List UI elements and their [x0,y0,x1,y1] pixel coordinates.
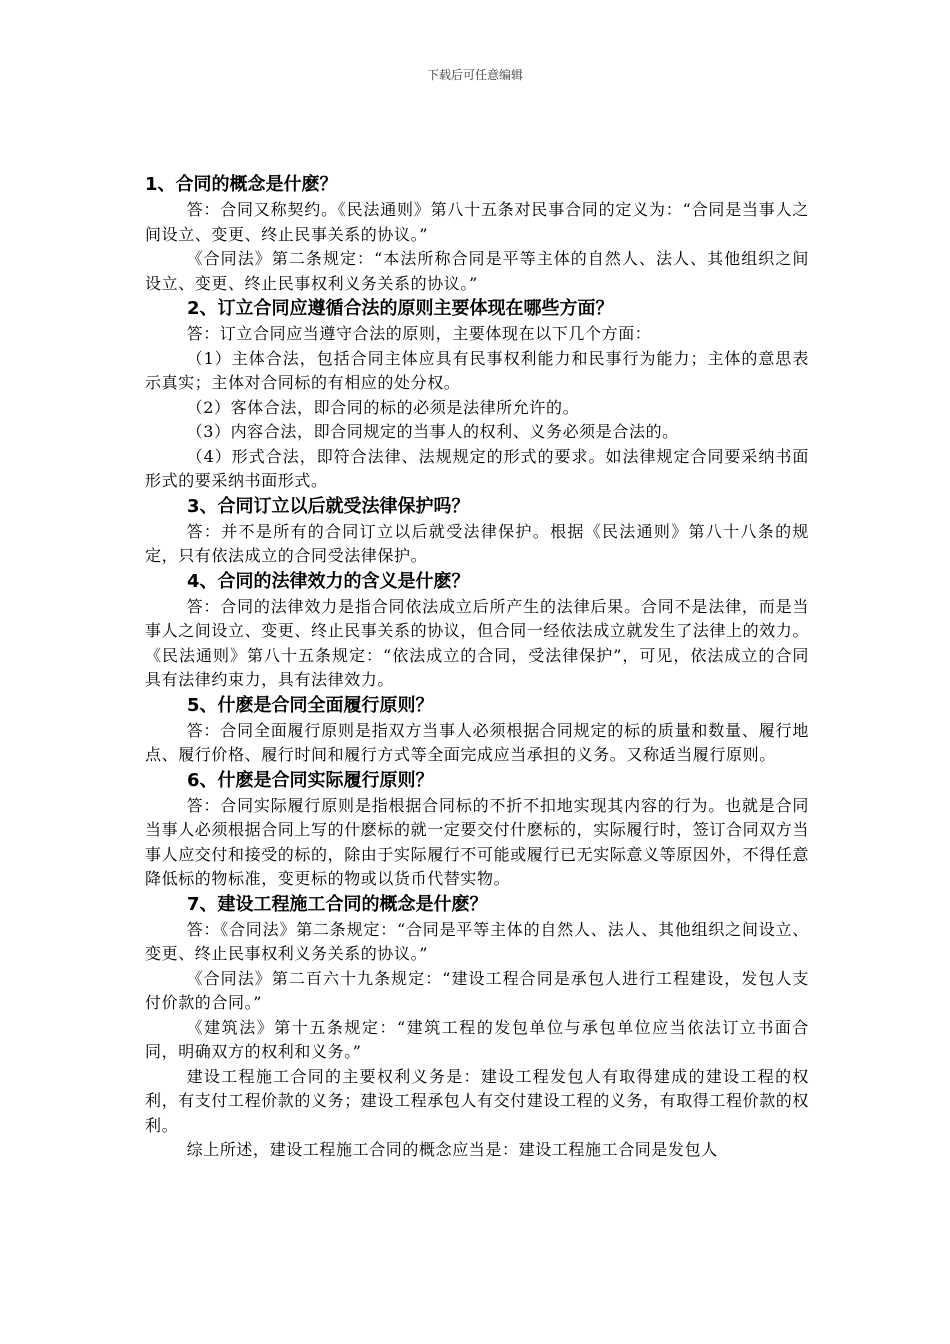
answer-paragraph: 答：合同又称契约。《民法通则》第八十五条对民事合同的定义为：“合同是当事人之间设立、变更、终止民事关系的协议。” [145,200,809,244]
question-3-title: 3、合同订立以后就受法律保护吗？ [187,495,470,517]
answer-paragraph: 答：并不是所有的合同订立以后就受法律保护。根据《民法通则》第八十八条的规定，只有依法成立的合同受法律保护。 [145,521,809,565]
answer-paragraph: 答：合同实际履行原则是指根据合同标的不折不扣地实现其内容的行为。也就是合同当事人必须根据合同上写的什麽标的就一定要交付什麽标的，实际履行时，签订合同双方当事人应交付和接受的标的，除由于实际履行不可能或履行已无实际意义等原因外，不得任意降低标的物标准，变更标的物或以货币代替实物。 [145,795,810,888]
answer-paragraph: （3）内容合法，即合同规定的当事人的权利、义务必须是合法的。 [186,422,679,441]
answer-paragraph: （2）客体合法，即合同的标的必须是法律所允许的。 [186,397,580,417]
document-body [145,172,809,1163]
answer-paragraph: 《建筑法》第十五条规定：“建筑工程的发包单位与承包单位应当依法订立书面合同，明确双方的权利和义务。” [145,1017,809,1061]
answer-paragraph: 答：《合同法》第二条规定：“合同是平等主体的自然人、法人、其他组织之间设立、变更、终止民事权利义务关系的协议。” [145,919,809,963]
answer-paragraph: 答：合同全面履行原则是指双方当事人必须根据合同规定的标的质量和数量、履行地点、履行价格、履行时间和履行方式等全面完成应当承担的义务。又称适当履行原则。 [145,720,809,764]
answer-paragraph: （4）形式合法，即符合法律、法规规定的形式的要求。如法律规定合同要采纳书面形式的要采纳书面形式。 [145,446,809,490]
answer-paragraph: 《合同法》第二百六十九条规定：“建设工程合同是承包人进行工程建设，发包人支付价款的合同。” [145,968,809,1012]
question-4-title: 4、合同的法律效力的含义是什麽？ [187,570,470,592]
answer-paragraph: 建设工程施工合同的主要权利义务是：建设工程发包人有取得建成的建设工程的权利，有支付工程价款的义务；建设工程承包人有交付建设工程的义务，有取得工程价款的权利。 [145,1066,810,1135]
answer-paragraph: 综上所述，建设工程施工合同的概念应当是：建设工程施工合同是发包人 [186,1140,718,1159]
question-1-title: 1、合同的概念是什麽？ [145,174,338,195]
answer-paragraph: 答：订立合同应当遵守合法的原则，主要体现在以下几个方面： [186,324,652,343]
answer-paragraph: （1）主体合法，包括合同主体应具有民事权利能力和民事行为能力；主体的意思表示真实；主体对合同标的有相应的处分权。 [145,348,809,392]
answer-paragraph: 答：合同的法律效力是指合同依法成立后所产生的法律后果。合同不是法律，而是当事人之间设立、变更、终止民事关系的协议，但合同一经依法成立就发生了法律上的效力。《民法通则》第八十五条规定：“依法成立的合同，受法律保护”，可见，依法成立的合同具有法律约束力，具有法律效力。 [145,596,810,689]
question-7-title: 7、建设工程施工合同的概念是什麽？ [187,893,488,915]
page-header: 下载后可任意编辑 [426,68,523,82]
question-5-title: 5、什麽是合同全面履行原则？ [187,694,434,716]
answer-paragraph: 《合同法》第二条规定：“本法所称合同是平等主体的自然人、法人、其他组织之间设立、变更、终止民事权利义务关系的协议。” [145,249,809,293]
question-6-title: 6、什麽是合同实际履行原则？ [187,769,434,791]
question-2-title: 2、订立合同应遵循合法的原则主要体现在哪些方面？ [187,298,614,319]
